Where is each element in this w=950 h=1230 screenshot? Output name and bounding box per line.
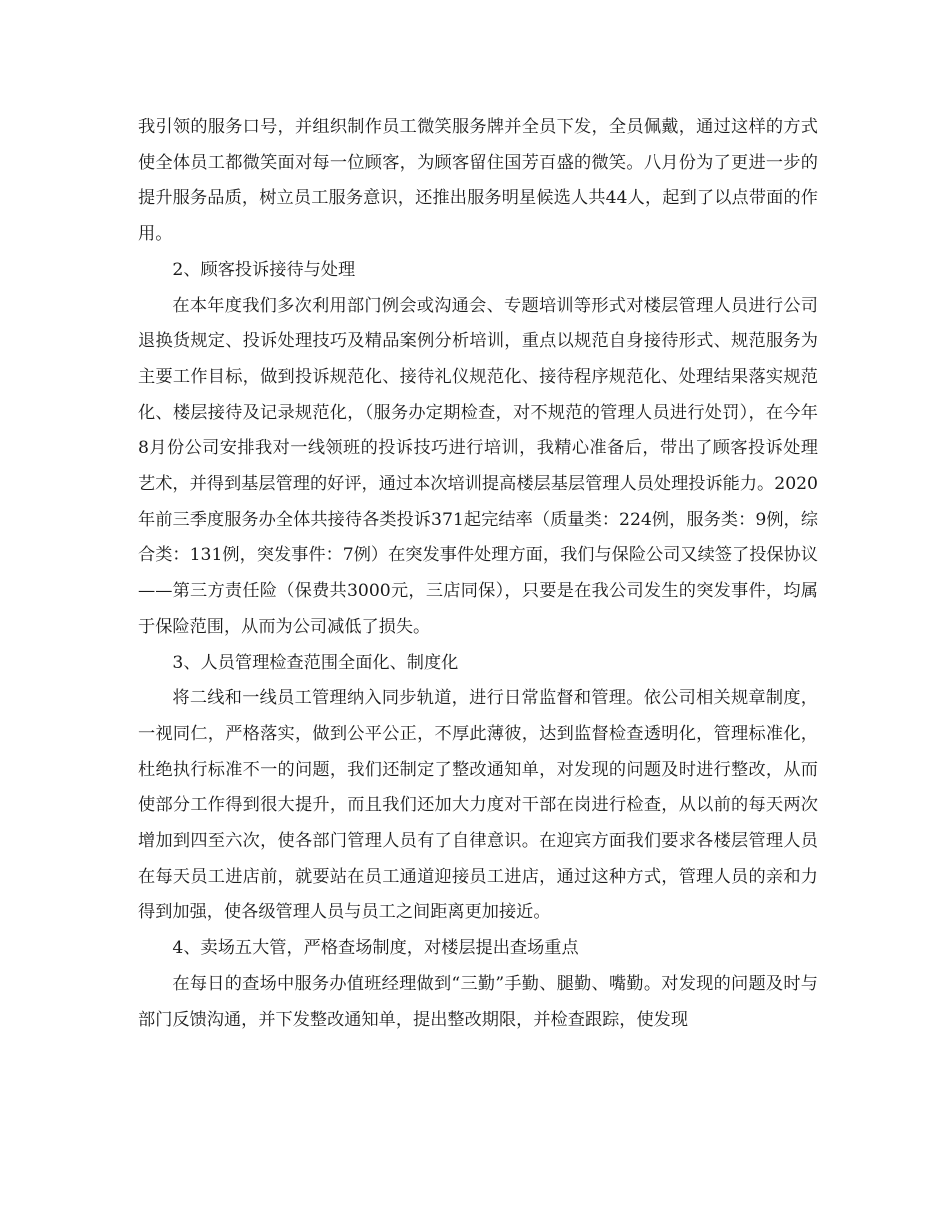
- section-heading-4: 4、卖场五大管，严格查场制度，对楼层提出查场重点: [172, 938, 579, 959]
- body-paragraph-2: 在本年度我们多次利用部门例会或沟通会、专题培训等形式对楼层管理人员进行公司退换货规定、投诉处理技巧及精品案例分析培训，重点以规范自身接待形式、规范服务为主要工作目标，做到投诉规范化、接待礼仪规范化、接待程序规范化、处理结果落实规范化、楼层接待及记录规范化，（服务办定期检查，对不规范的管理人员进行处罚），在今年8月份公司安排我对一线领班的投诉技巧进行培训，我精心准备后，带出了顾客投诉处理艺术，并得到基层管理的好评，通过本次培训提高楼层基层管理人员处理投诉能力。2020年前三季度服务办全体共接待各类投诉371起完结率（质量类：224例，服务类：9例，综合类：131例，突发事件：7例）在突发事件处理方面，我们与保险公司又续签了投保协议——第三方责任险（保费共3000元，三店同保），只要是在我公司发生的突发事件，均属于保险范围，从而为公司减低了损失。: [138, 295, 818, 637]
- document-body: [138, 110, 818, 1038]
- body-paragraph-4: 在每日的查场中服务办值班经理做到“三勤”手勤、腿勤、嘴勤。对发现的问题及时与部门反馈沟通，并下发整改通知单，提出整改期限，并检查跟踪，使发现: [138, 973, 818, 1030]
- body-paragraph-1: 我引领的服务口号，并组织制作员工微笑服务牌并全员下发，全员佩戴，通过这样的方式使全体员工都微笑面对每一位顾客，为顾客留住国芳百盛的微笑。八月份为了更进一步的提升服务品质，树立员工服务意识，还推出服务明星候选人共44人，起到了以点带面的作用。: [138, 117, 818, 245]
- section-heading-2: 2、顾客投诉接待与处理: [172, 259, 356, 280]
- section-heading-3: 3、人员管理检查范围全面化、制度化: [172, 652, 459, 673]
- body-paragraph-3: 将二线和一线员工管理纳入同步轨道，进行日常监督和管理。依公司相关规章制度，一视同仁，严格落实，做到公平公正，不厚此薄彼，达到监督检查透明化，管理标准化，杜绝执行标准不一的问题，我们还制定了整改通知单，对发现的问题及时进行整改，从而使部分工作得到很大提升，而且我们还加大力度对干部在岗进行检查，从以前的每天两次增加到四至六次，使各部门管理人员有了自律意识。在迎宾方面我们要求各楼层管理人员在每天员工进店前，就要站在员工通道迎接员工进店，通过这种方式，管理人员的亲和力得到加强，使各级管理人员与员工之间距离更加接近。: [138, 688, 818, 923]
